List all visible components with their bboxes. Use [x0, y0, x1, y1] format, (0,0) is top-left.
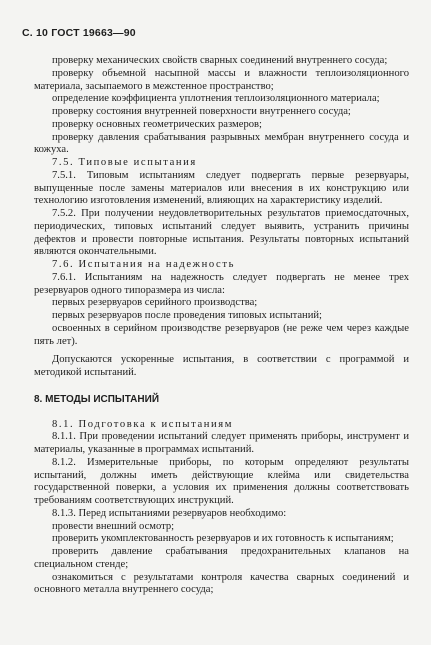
paragraph: 7.5.2. При получении неудовлетворительных результатов приемосдаточных, периодических, типовых испытаний следует выявить, устранить причины дефектов и провести повторные испытания. Результаты повторных испытаний являются окончательными.: [34, 208, 409, 258]
paragraph: 8.1.2. Измерительные приборы, по которым определяют результаты испытаний, должны иметь действующие клейма или свидетельства государственной поверки, а условия их применения должны соответствовать требованиям соответствующих инструкций.: [34, 456, 409, 506]
list-item: проверить укомплектованность резервуаров и их готовность к испытаниям;: [52, 533, 394, 545]
paragraph: 7.5.1. Типовым испытаниям следует подвергать первые резервуары, выпущенные после замены материалов или внесения в их конструкцию или технологию изготовления изменений, влияющих на характеристику изделий.: [34, 169, 409, 207]
subsection-heading: 7.5. Типовые испытания: [52, 157, 197, 168]
list-item: первых резервуаров после проведения типовых испытаний;: [52, 310, 322, 321]
paragraph: Допускаются ускоренные испытания, в соответствии с программой и методикой испытаний.: [34, 354, 409, 378]
paragraph: проверку механических свойств сварных соединений внутреннего сосуда;: [52, 55, 388, 66]
paragraph: 8.1.1. При проведении испытаний следует применять приборы, инструмент и материалы, указанные в программах испытаний.: [34, 431, 409, 455]
paragraph: проверку объемной насыпной массы и влажности теплоизоляционного материала, засыпаемого в межстенное пространство;: [34, 67, 409, 92]
paragraph: проверку давления срабатывания разрывных мембран внутреннего сосуда и кожуха.: [34, 131, 409, 156]
list-item: провести внешний осмотр;: [52, 520, 175, 532]
list-item: ознакомиться с результатами контроля качества сварных соединений и основного металла внутреннего сосуда;: [34, 571, 409, 596]
section-title: 8. МЕТОДЫ ИСПЫТАНИЙ: [34, 393, 159, 405]
paragraph: 8.1.3. Перед испытаниями резервуаров необходимо:: [52, 507, 287, 519]
list-item: первых резервуаров серийного производства;: [52, 297, 258, 309]
list-item: проверить давление срабатывания предохранительных клапанов на специальном стенде;: [34, 546, 409, 570]
paragraph: определение коэффициента уплотнения теплоизоляционного материала;: [52, 93, 380, 105]
document-body: [34, 55, 409, 597]
paragraph: проверку основных геометрических размеров;: [52, 118, 262, 130]
paragraph: 7.6.1. Испытаниям на надежность следует подвергать не менее трех резервуаров одного типоразмера из числа:: [34, 271, 409, 296]
subsection-heading: 7.6. Испытания на надежность: [52, 259, 235, 270]
paragraph: проверку состояния внутренней поверхности внутреннего сосуда;: [52, 106, 351, 117]
page-header: С. 10 ГОСТ 19663—90: [22, 27, 136, 39]
list-item: освоенных в серийном производстве резервуаров (не реже чем через каждые пять лет).: [34, 322, 409, 347]
subsection-heading: 8.1. Подготовка к испытаниям: [52, 418, 234, 430]
